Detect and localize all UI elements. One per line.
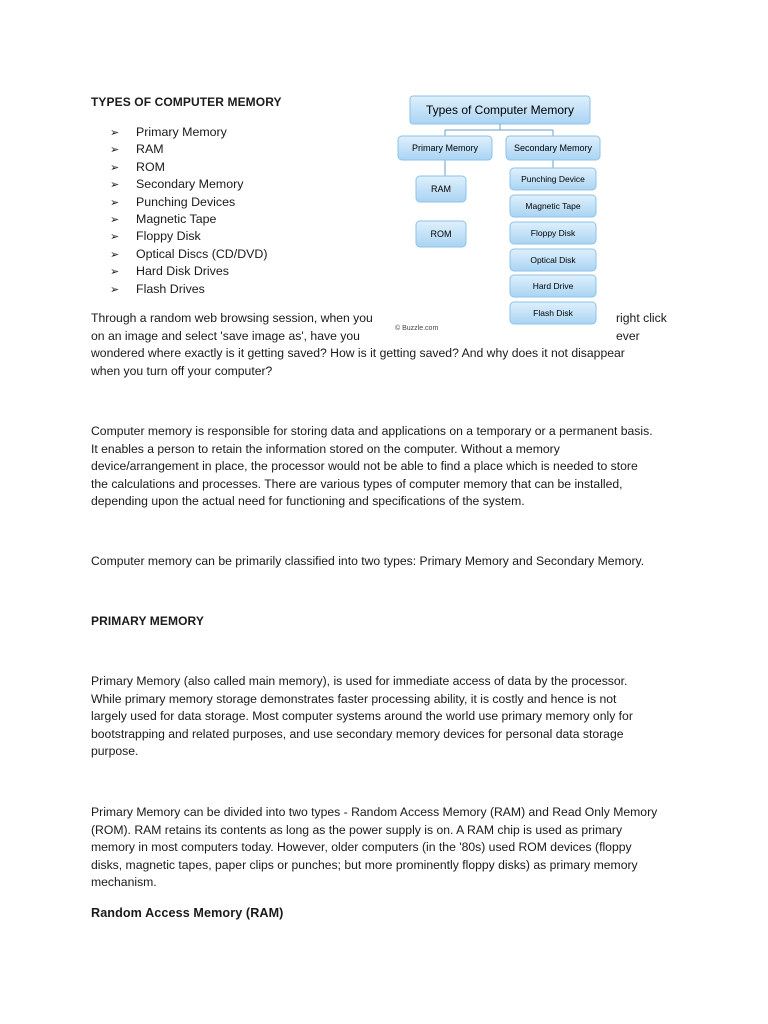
text-line: when you turn off your computer? (91, 363, 273, 378)
text-line: purpose. (91, 744, 139, 758)
floppy-disk-label: Floppy Disk (530, 228, 576, 238)
text-line: It enables a person to retain the information stored on the computer. Without a memory (91, 441, 560, 456)
arrow-bullet-icon: ➢ (110, 248, 120, 261)
primary-memory-label: Primary Memory (411, 143, 479, 153)
arrow-bullet-icon: ➢ (110, 144, 120, 157)
text-line: memory in most computers today. However, older computers (in the '80s) used ROM devices (floppy (91, 840, 632, 854)
list-item: ➢ Floppy Disk (110, 228, 268, 245)
arrow-bullet-icon: ➢ (110, 179, 120, 192)
diagram-title: Types of Computer Memory (425, 103, 575, 117)
punching-device-label: Punching Device (521, 174, 585, 184)
text-line: depending upon the actual need for functioning and specifications of the system. (91, 494, 525, 508)
text-line: the calculations and processes. There are various types of computer memory that can be installed, (91, 476, 623, 491)
text-line: While primary memory storage demonstrates faster processing ability, it is costly and hence is not (91, 691, 617, 706)
heading-primary-memory: PRIMARY MEMORY (91, 614, 204, 628)
list-item: ➢ Secondary Memory (110, 176, 268, 193)
paragraph-primary-memory (91, 673, 691, 761)
ram-label: RAM (431, 184, 451, 194)
memory-types-diagram (390, 92, 610, 337)
paragraph-primary-types (91, 804, 691, 892)
list-item: ➢ Primary Memory (110, 124, 268, 141)
secondary-memory-label: Secondary Memory (513, 143, 593, 153)
text-line: largely used for data storage. Most computer systems around the world use primary memory only for (91, 709, 633, 723)
paragraph-classification (91, 553, 691, 571)
text-line: (ROM). RAM retains its contents as long as the power supply is on. A RAM chip is used as primary (91, 822, 623, 837)
list-item: ➢ ROM (110, 159, 268, 176)
list-item: ➢ Flash Drives (110, 281, 268, 298)
arrow-bullet-icon: ➢ (110, 213, 120, 226)
diagram-credit: © Buzzle.com (395, 325, 439, 332)
text-line: disks, magnetic tapes, paper clips or punches; but more prominently floppy disks) as primary memory (91, 857, 638, 872)
list-item: ➢ Punching Devices (110, 194, 268, 211)
text-line: Primary Memory (also called main memory), is used for immediate access of data by the processor. (91, 674, 628, 688)
memory-types-list (110, 124, 268, 298)
arrow-bullet-icon: ➢ (110, 266, 120, 279)
arrow-bullet-icon: ➢ (110, 161, 120, 174)
list-item: ➢ Hard Disk Drives (110, 263, 268, 280)
list-item: ➢ Magnetic Tape (110, 211, 268, 228)
list-item: ➢ Optical Discs (CD/DVD) (110, 246, 268, 263)
optical-disk-label: Optical Disk (530, 255, 576, 265)
text-line: on an image and select 'save image as', have you ever (91, 328, 640, 343)
heading-ram: Random Access Memory (RAM) (91, 906, 284, 920)
arrow-bullet-icon: ➢ (110, 127, 120, 139)
text-line: Computer memory can be primarily classified into two types: Primary Memory and Secondary Memory. (91, 554, 645, 568)
intro-paragraph (91, 310, 691, 380)
text-line: wondered where exactly is it getting saved? How is it getting saved? And why does it not disappear (91, 346, 625, 360)
text-line: Primary Memory can be divided into two types - Random Access Memory (RAM) and Read Only Memory (91, 805, 658, 819)
hard-drive-label: Hard Drive (532, 281, 574, 291)
heading-types-of-memory: TYPES OF COMPUTER MEMORY (91, 95, 282, 109)
magnetic-tape-label: Magnetic Tape (525, 201, 581, 211)
flash-disk-label: Flash Disk (533, 308, 573, 318)
list-item: ➢ RAM (110, 141, 268, 158)
text-line: Computer memory is responsible for storing data and applications on a temporary or a permanent basis. (91, 424, 653, 438)
arrow-bullet-icon: ➢ (110, 231, 120, 244)
arrow-bullet-icon: ➢ (110, 196, 120, 209)
text-line: bootstrapping and related purposes, and use secondary memory devices for personal data storage (91, 726, 624, 741)
paragraph-memory-responsibility (91, 423, 691, 511)
text-line: Through a random web browsing session, when you right click (91, 311, 667, 325)
text-line: device/arrangement in place, the processor would not be able to find a place which is needed to store (91, 459, 638, 473)
rom-label: ROM (430, 229, 452, 239)
text-line: mechanism. (91, 875, 157, 889)
arrow-bullet-icon: ➢ (110, 283, 120, 296)
